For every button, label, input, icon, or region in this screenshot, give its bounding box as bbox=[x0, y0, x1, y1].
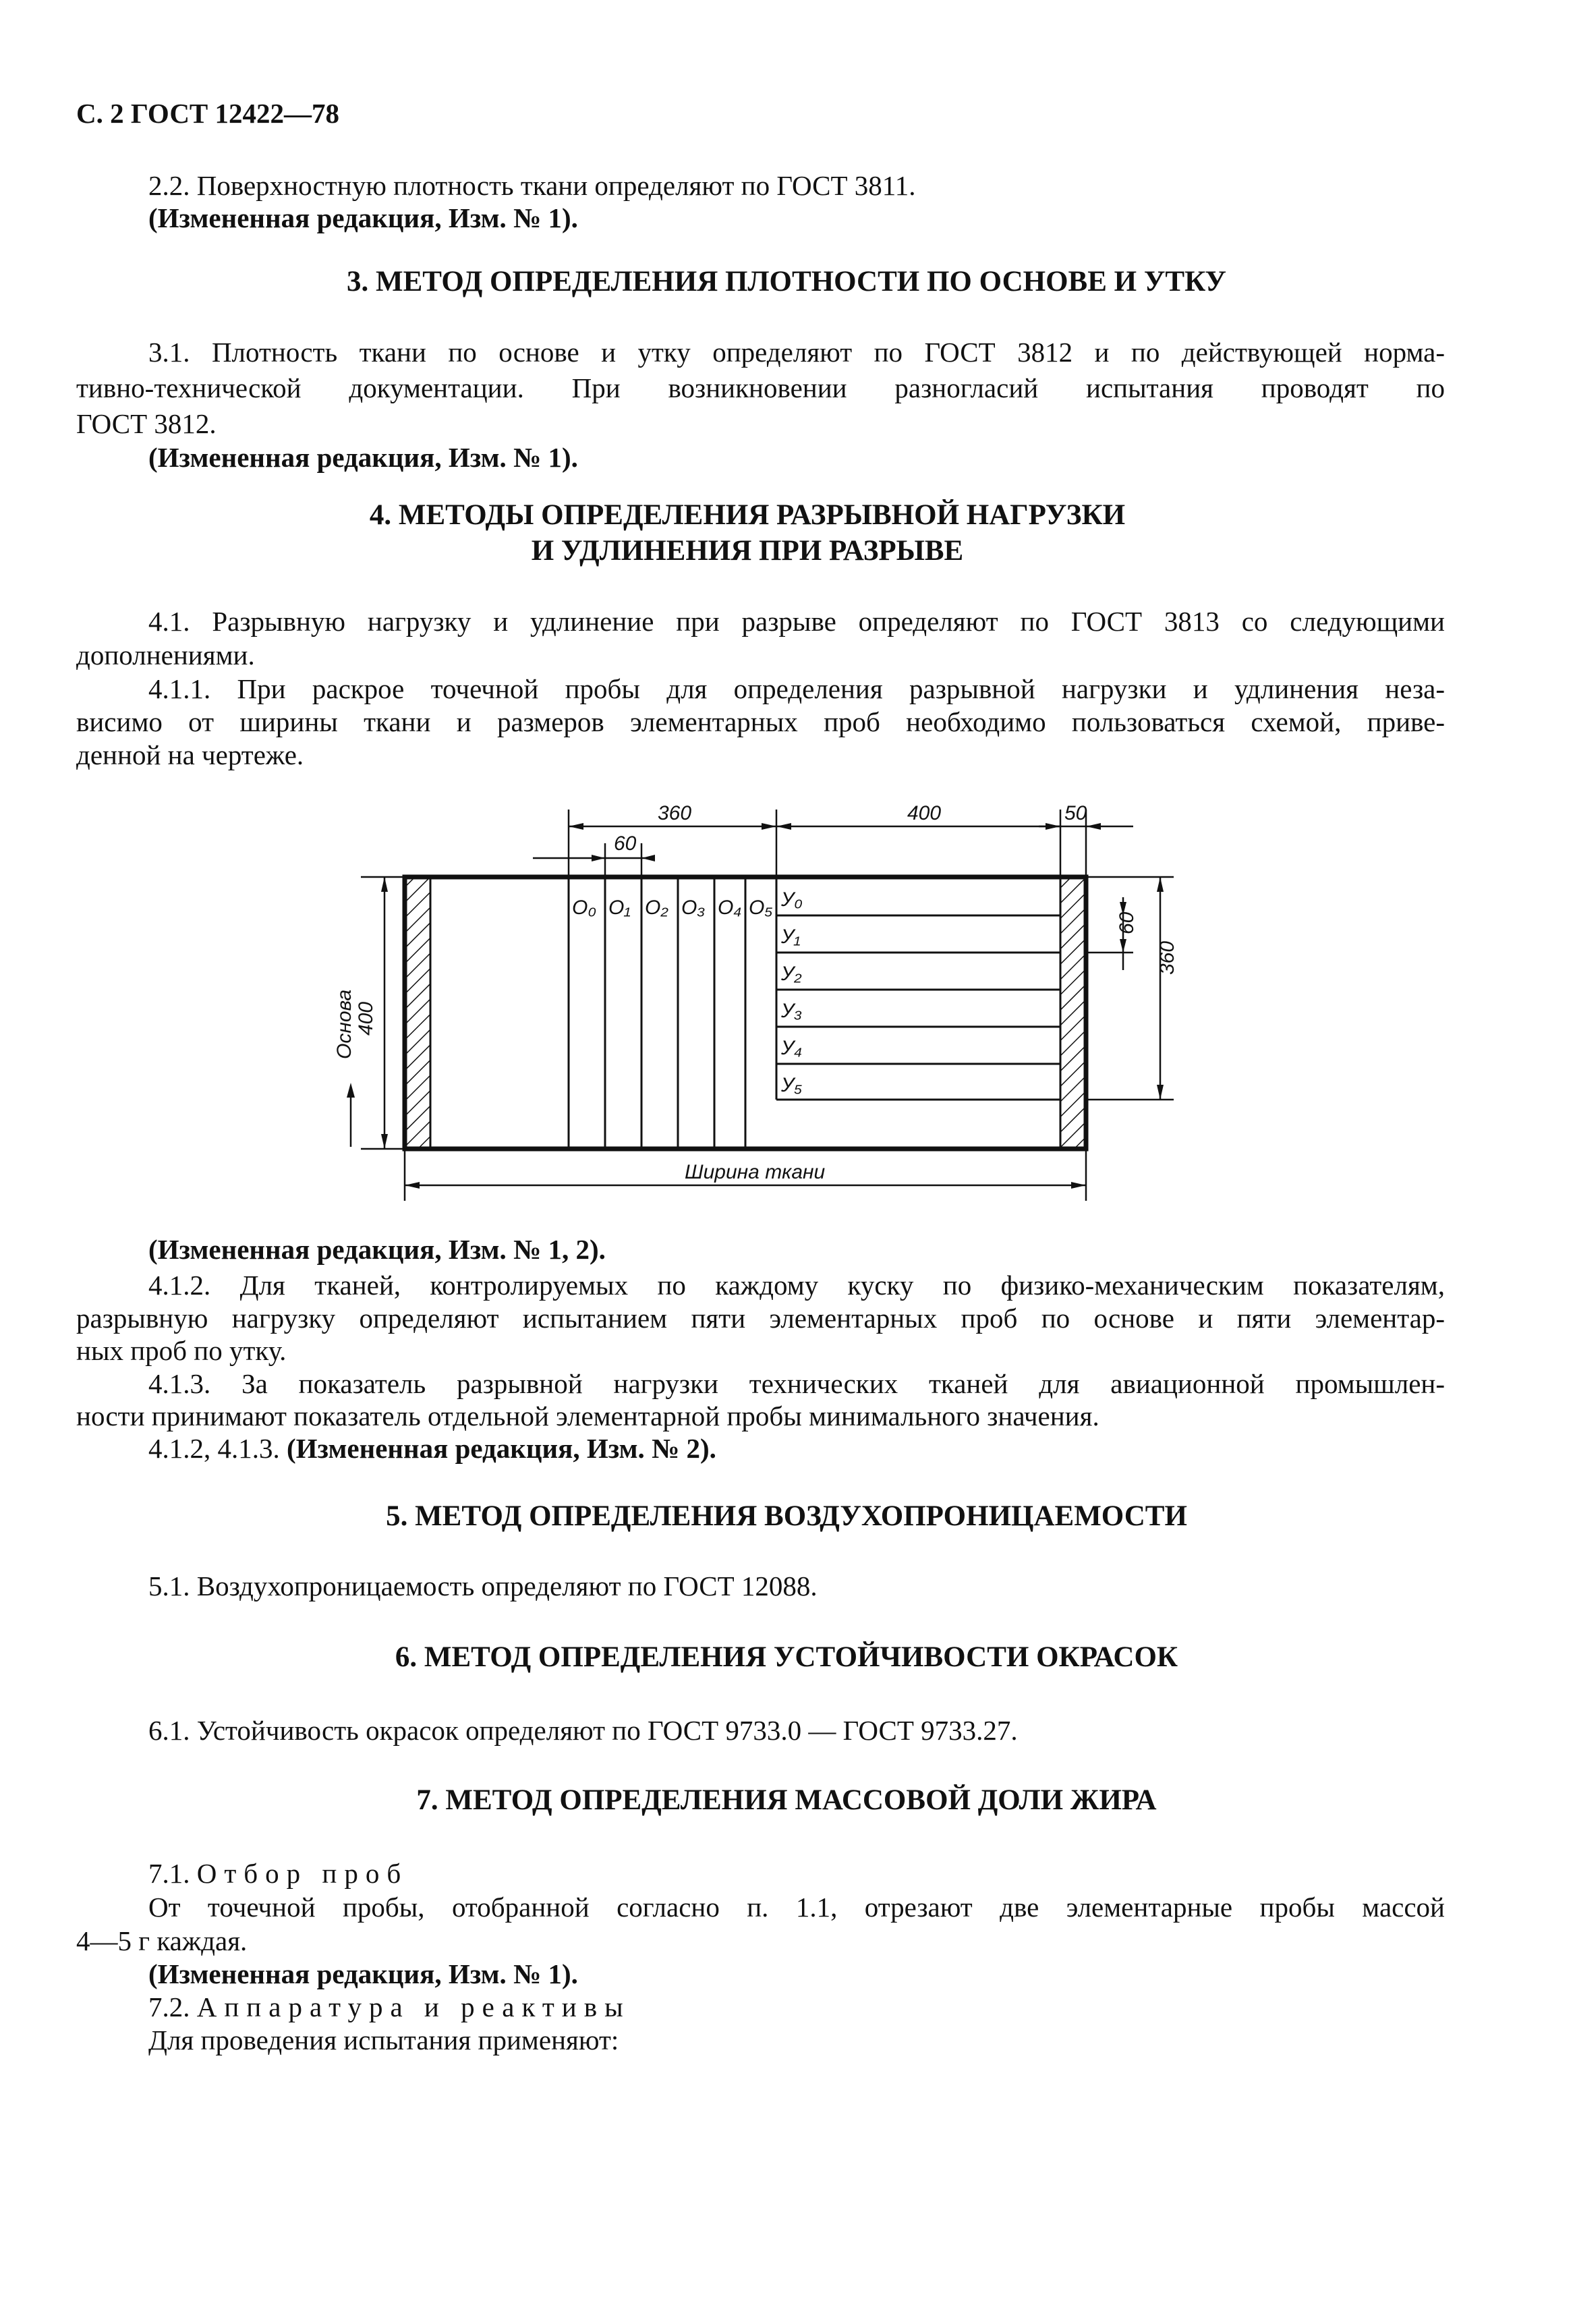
paragraph-7-1-heading bbox=[148, 1857, 408, 1890]
paragraph-4-1-2-line-2: разрывную нагрузку определяют испытанием пяти элементарных проб по основе и пяти элементар- bbox=[76, 1303, 1445, 1334]
fabric-width-label: Ширина ткани bbox=[685, 1161, 826, 1183]
warp-strip-o2: О₂ bbox=[645, 897, 668, 919]
weft-strip-u2: У₂ bbox=[781, 963, 802, 985]
paragraph-3-1-line-1: 3.1. Плотность ткани по основе и утку определяют по ГОСТ 3812 и по действующей норма- bbox=[148, 337, 1445, 368]
paragraph-5-1: 5.1. Воздухопроницаемость определяют по ГОСТ 12088. bbox=[148, 1570, 818, 1602]
clause-heading: Отбор проб bbox=[196, 1858, 409, 1889]
warp-strip-o3: О₃ bbox=[681, 897, 706, 919]
paragraph-4-1-3-line-2: ности принимают показатель отдельной элементарной пробы минимального значения. bbox=[76, 1400, 1099, 1432]
edit-note-text: (Измененная редакция, Изм. № 2). bbox=[287, 1433, 716, 1464]
edit-note-figure: (Измененная редакция, Изм. № 1, 2). bbox=[148, 1234, 606, 1265]
section-3-title: 3. МЕТОД ОПРЕДЕЛЕНИЯ ПЛОТНОСТИ ПО ОСНОВЕ И УТКУ bbox=[347, 266, 1226, 297]
weft-strip-u4: У₄ bbox=[781, 1037, 803, 1059]
weft-strip-u1: У₁ bbox=[781, 926, 801, 948]
paragraph-4-1-line-1: 4.1. Разрывную нагрузку и удлинение при разрыве определяют по ГОСТ 3813 со следующими bbox=[148, 606, 1445, 637]
edit-note-4-1-2-4-1-3 bbox=[148, 1432, 716, 1465]
cutting-scheme-figure bbox=[297, 796, 1187, 1214]
clause-number: 7.2. bbox=[148, 1991, 190, 2022]
warp-strip-o4: О₄ bbox=[718, 897, 742, 919]
paragraph-6-1: 6.1. Устойчивость окрасок определяют по ГОСТ 9733.0 — ГОСТ 9733.27. bbox=[148, 1715, 1018, 1746]
dimension-360-top: 360 bbox=[658, 802, 692, 824]
warp-strip-o1: О₁ bbox=[608, 897, 631, 919]
section-7-title: 7. МЕТОД ОПРЕДЕЛЕНИЯ МАССОВОЙ ДОЛИ ЖИРА bbox=[416, 1784, 1157, 1816]
dimension-360-right: 360 bbox=[1156, 940, 1178, 975]
warp-strip-o0: О₀ bbox=[572, 897, 596, 919]
paragraph-3-1-line-3: ГОСТ 3812. bbox=[76, 408, 217, 439]
paragraph-4-1-1-line-1: 4.1.1. При раскрое точечной пробы для определения разрывной нагрузки и удлинения неза- bbox=[148, 673, 1445, 704]
section-6-title: 6. МЕТОД ОПРЕДЕЛЕНИЯ УСТОЙЧИВОСТИ ОКРАСОК bbox=[395, 1641, 1178, 1673]
warp-strip-o5: О₅ bbox=[749, 897, 773, 919]
right-selvage-hatch bbox=[1060, 877, 1086, 1149]
paragraph-4-1-2-line-3: ных проб по утку. bbox=[76, 1335, 287, 1366]
dimension-60-right: 60 bbox=[1116, 911, 1138, 934]
paragraph-4-1-2-line-1: 4.1.2. Для тканей, контролируемых по каждому куску по физико-механическим показателям, bbox=[148, 1270, 1445, 1301]
weft-strip-u3: У₃ bbox=[781, 1000, 803, 1022]
left-selvage-hatch bbox=[405, 877, 430, 1149]
weft-strip-u0: У₀ bbox=[781, 888, 803, 911]
paragraph-3-1-line-2: тивно-технической документации. При возникновении разногласий испытания проводят по bbox=[76, 372, 1445, 403]
edit-note-refs: 4.1.2, 4.1.3. bbox=[148, 1433, 280, 1464]
edit-note: (Измененная редакция, Изм. № 1). bbox=[148, 202, 578, 233]
dimension-60-top: 60 bbox=[614, 832, 637, 855]
edit-note: (Измененная редакция, Изм. № 1). bbox=[148, 442, 578, 473]
warp-label: Основа bbox=[333, 989, 355, 1059]
weft-strip-u5: У₅ bbox=[781, 1074, 803, 1096]
paragraph-7-1-line-1: От точечной пробы, отобранной согласно п. 1.1, отрезают две элементарные пробы массой bbox=[148, 1892, 1445, 1923]
section-4-title-line-2: И УДЛИНЕНИЯ ПРИ РАЗРЫВЕ bbox=[531, 535, 964, 567]
warp-dimension-400: 400 bbox=[355, 1001, 377, 1036]
paragraph-4-1-1-line-2: висимо от ширины ткани и размеров элементарных проб необходимо пользоваться схемой, приве- bbox=[76, 706, 1445, 737]
paragraph-2-2: 2.2. Поверхностную плотность ткани определяют по ГОСТ 3811. bbox=[148, 170, 916, 201]
section-5-title: 5. МЕТОД ОПРЕДЕЛЕНИЯ ВОЗДУХОПРОНИЦАЕМОСТИ bbox=[386, 1500, 1187, 1532]
clause-number: 7.1. bbox=[148, 1858, 190, 1889]
page-header: С. 2 ГОСТ 12422—78 bbox=[76, 98, 340, 129]
clause-heading: Аппаратура и реактивы bbox=[196, 1991, 631, 2022]
section-4-title-line-1: 4. МЕТОДЫ ОПРЕДЕЛЕНИЯ РАЗРЫВНОЙ НАГРУЗКИ bbox=[369, 499, 1126, 531]
paragraph-7-2-heading bbox=[148, 1990, 631, 2024]
paragraph-7-1-line-2: 4—5 г каждая. bbox=[76, 1925, 248, 1956]
paragraph-4-1-line-2: дополнениями. bbox=[76, 640, 255, 671]
paragraph-4-1-1-line-3: денной на чертеже. bbox=[76, 739, 304, 770]
dimension-50: 50 bbox=[1064, 802, 1087, 824]
paragraph-4-1-3-line-1: 4.1.3. За показатель разрывной нагрузки технических тканей для авиационной промышлен- bbox=[148, 1368, 1445, 1399]
dimension-400-top: 400 bbox=[907, 802, 942, 824]
edit-note: (Измененная редакция, Изм. № 1). bbox=[148, 1958, 578, 1989]
paragraph-7-2-line-1: Для проведения испытания применяют: bbox=[148, 2024, 619, 2056]
